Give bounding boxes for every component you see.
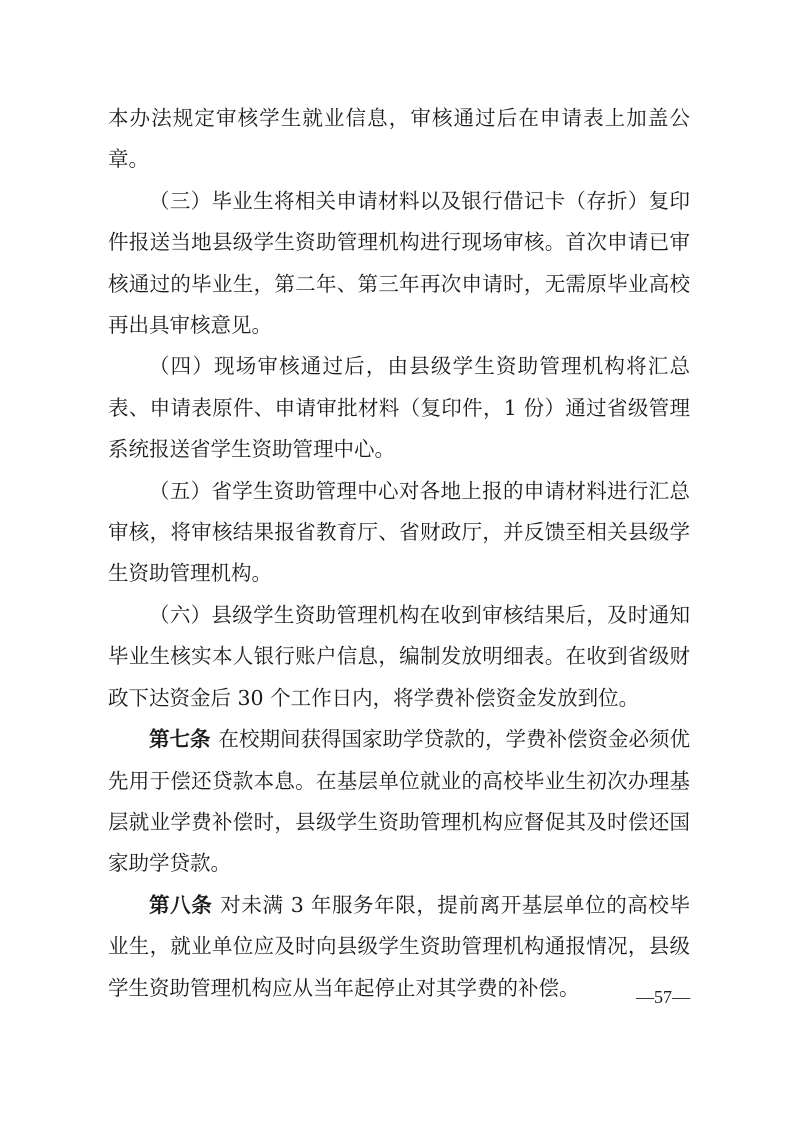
paragraph-text: （三）毕业生将相关申请材料以及银行借记卡（存折）复印件报送当地县级学生资助管理机构进行现场审核。首次申请已审核通过的毕业生，第二年、第三年再次申请时，无需原毕业高校再出具审核意见。	[108, 188, 690, 338]
paragraph-item-4	[108, 346, 690, 470]
document-body	[108, 98, 690, 1009]
paragraph-text: 在校期间获得国家助学贷款的，学费补偿资金必须优先用于偿还贷款本息。在基层单位就业的高校毕业生初次办理基层就业学费补偿时，县级学生资助管理机构应督促其及时偿还国家助学贷款。	[108, 727, 690, 876]
paragraph-item-3	[108, 181, 690, 347]
article-label: 第七条	[149, 727, 211, 752]
paragraph-text: （五）省学生资助管理中心对各地上报的申请材料进行汇总审核，将审核结果报省教育厅、省财政厅，并反馈至相关县级学生资助管理机构。	[108, 478, 690, 586]
paragraph-continuation	[108, 98, 690, 181]
paragraph-text: （六）县级学生资助管理机构在收到审核结果后，及时通知毕业生核实本人银行账户信息，编制发放明细表。在收到省级财政下达资金后 30 个工作日内，将学费补偿资金发放到位。	[108, 602, 690, 710]
paragraph-text: （四）现场审核通过后，由县级学生资助管理机构将汇总表、申请表原件、申请审批材料（复印件，1 份）通过省级管理系统报送省学生资助管理中心。	[108, 354, 690, 462]
paragraph-text: 对未满 3 年服务年限，提前离开基层单位的高校毕业生，就业单位应及时向县级学生资助管理机构通报情况，县级学生资助管理机构应从当年起停止对其学费的补偿。	[108, 892, 691, 1000]
paragraph-item-5	[108, 471, 690, 595]
page-number: —57—	[636, 987, 690, 1007]
article-8	[108, 885, 690, 1009]
paragraph-text: 本办法规定审核学生就业信息，审核通过后在申请表上加盖公章。	[108, 106, 690, 172]
article-label: 第八条	[149, 892, 213, 917]
article-7	[108, 719, 690, 885]
paragraph-item-6	[108, 595, 690, 719]
